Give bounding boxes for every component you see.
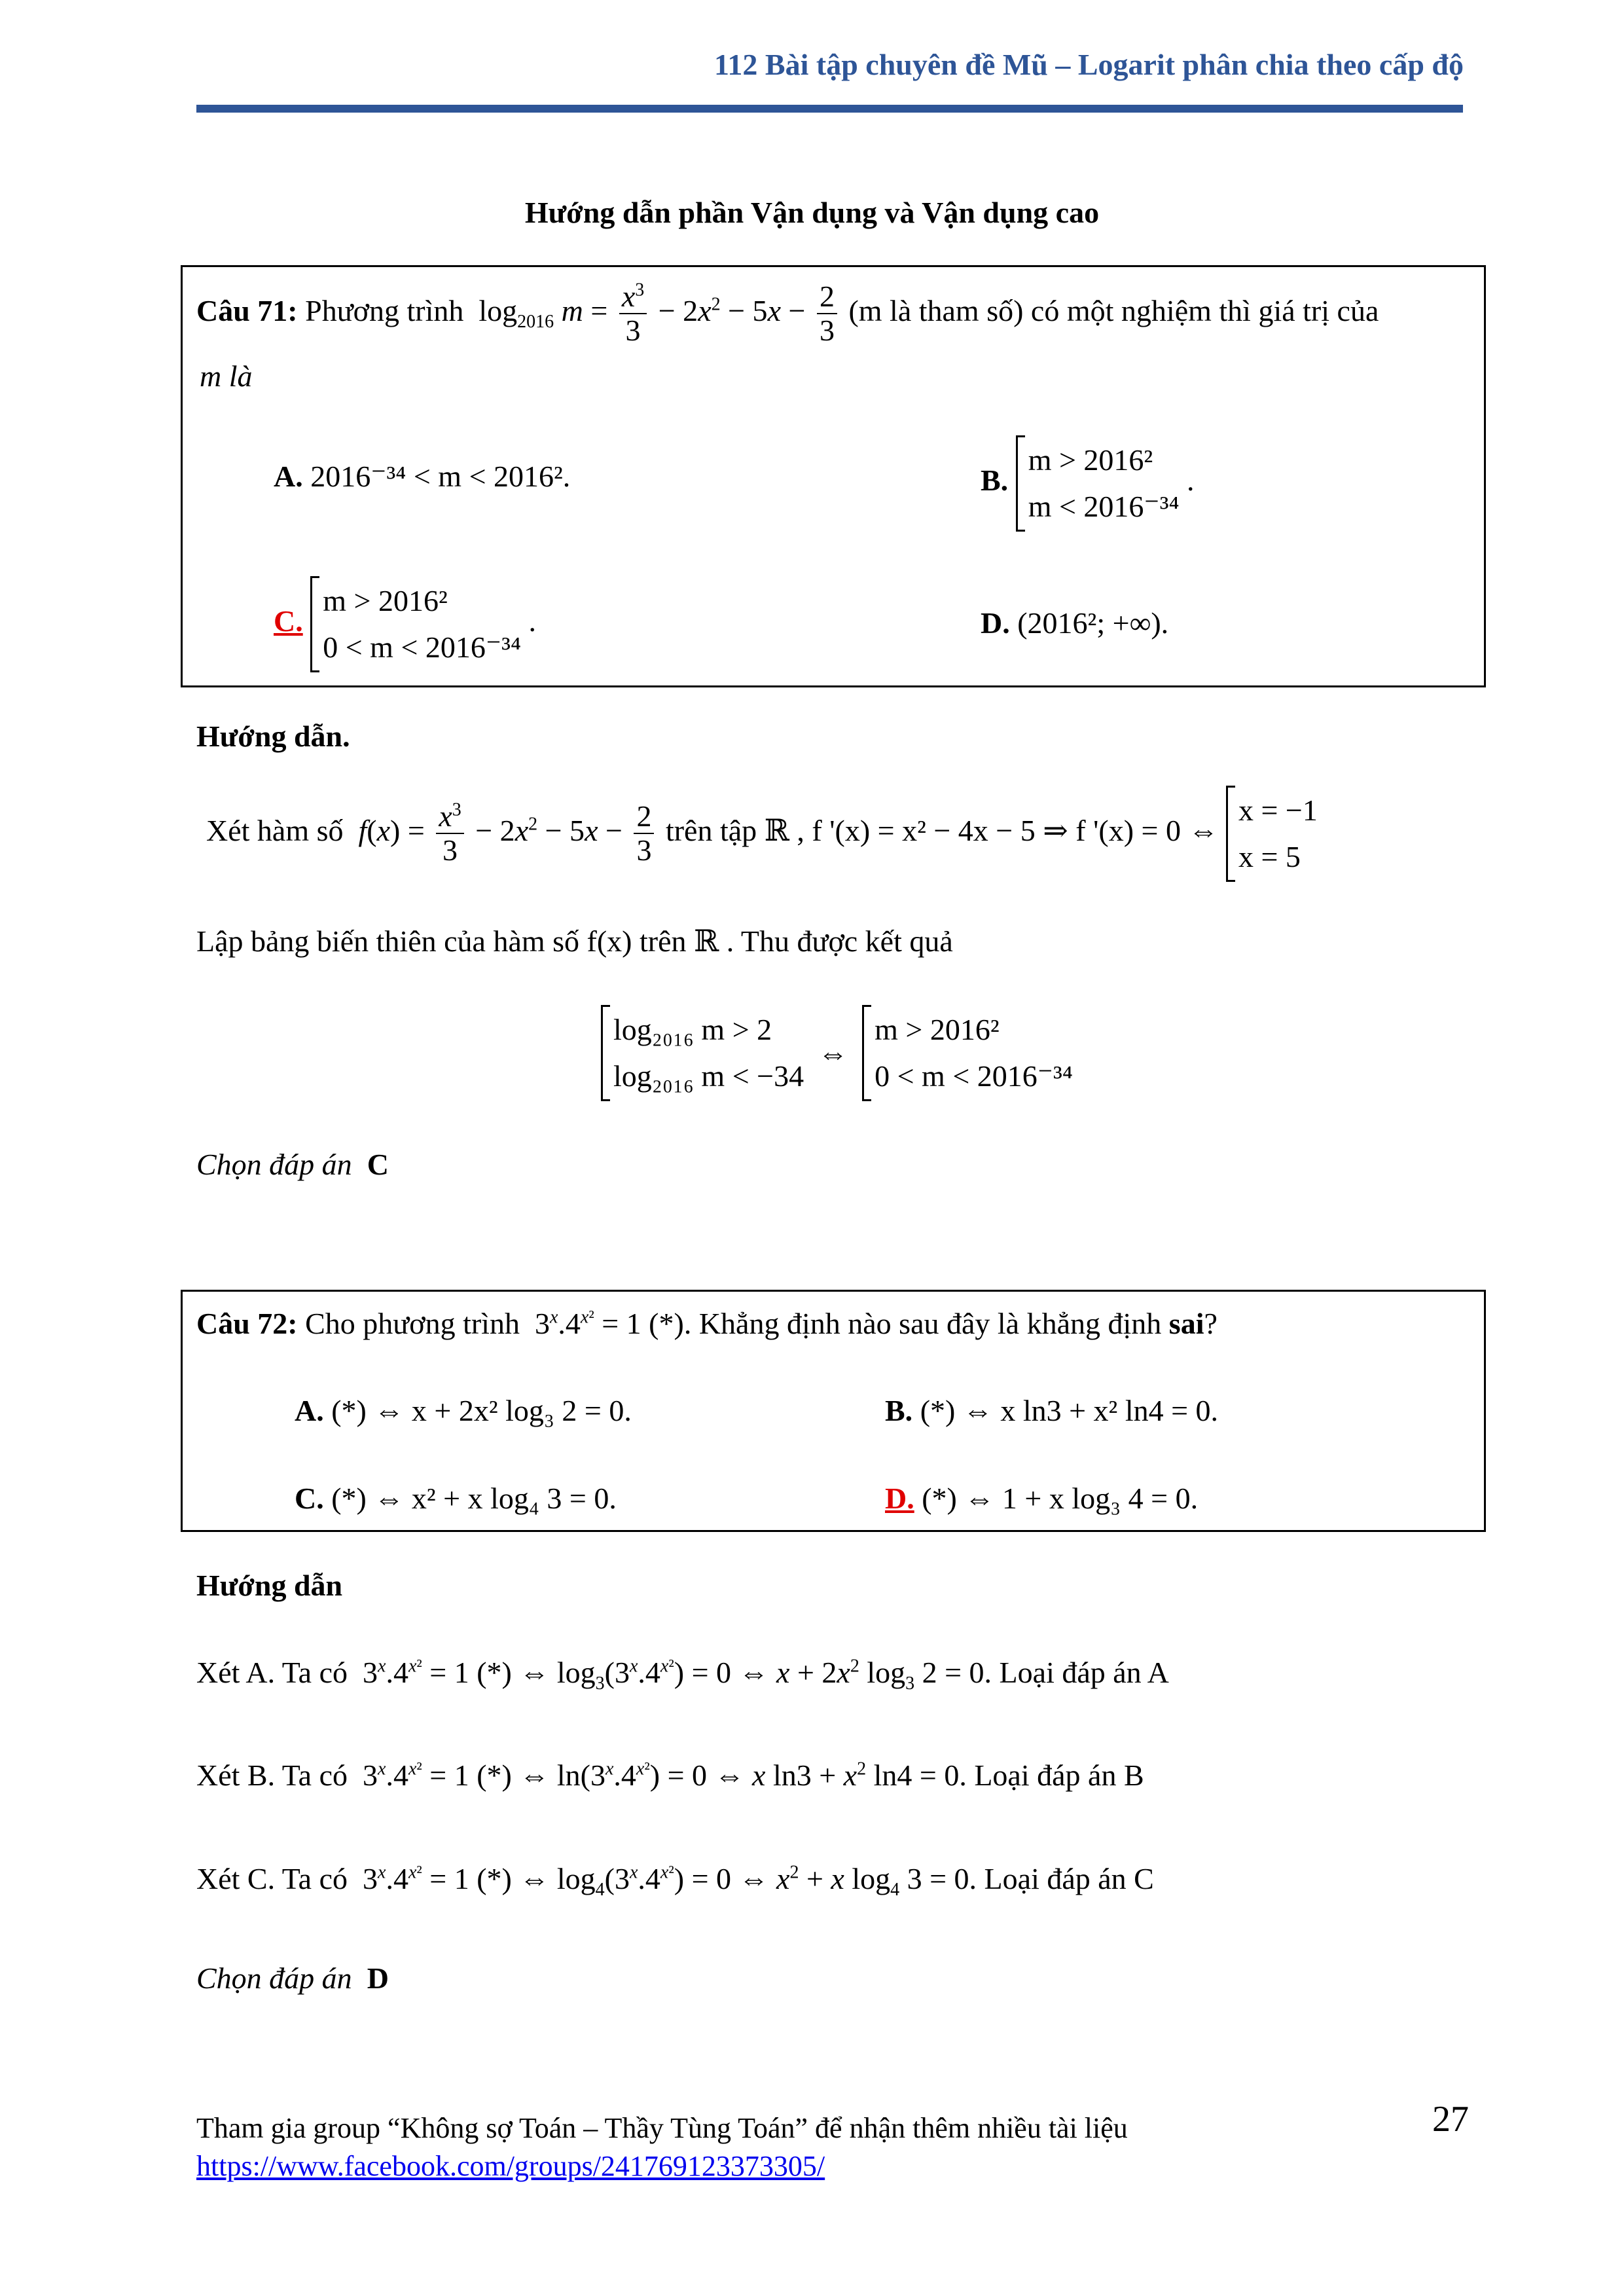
q71-text-after: (m là tham số) có một nghiệm thì giá trị của: [848, 294, 1379, 327]
q71-option-c-label: C.: [274, 604, 303, 638]
header-title: 112 Bài tập chuyên đề Mũ – Logarit phân chia theo cấp độ: [713, 48, 1464, 81]
q71-option-d-label: D.: [981, 606, 1010, 640]
q71-equation: $\log_{2016} m$ = $\frac{x^3}{3}$ − $2x^2 - 5x$ − $\frac{2}{3}$: [471, 294, 849, 327]
q71-option-c-system: m > 2016² 0 < m < 2016⁻³⁴: [310, 576, 521, 672]
q72-choose: Chọn đáp án D: [196, 1961, 389, 1995]
q72-stem: Câu 72: Cho phương trình $3^x.4^{x^2} = 1$ (*). Khẳng định nào sau đây là khẳng định sai?: [196, 1307, 1218, 1340]
q72-guide-title: Hướng dẫn: [196, 1569, 343, 1602]
q71-option-d-expr: (2016²; +∞).: [1017, 606, 1169, 640]
q72-answer: D: [367, 1961, 389, 1995]
footer-link[interactable]: https://www.facebook.com/groups/241769123373305/: [196, 2150, 825, 2182]
q71-text-before: Phương trình: [305, 294, 464, 327]
q71-option-b-system: m > 2016² m < 2016⁻³⁴: [1016, 435, 1180, 532]
q71-result: log₂₀₁₆ m > 2 log₂₀₁₆ m < −34 ⇔ m > 2016² 0 < m < 2016⁻³⁴: [601, 1005, 1073, 1101]
q72-option-a: A. (*) ⇔ x + 2x² log₃ 2 = 0.: [295, 1394, 632, 1427]
q71-option-a-label: A.: [274, 460, 303, 493]
q72-option-c: C. (*) ⇔ x² + x log₄ 3 = 0.: [295, 1482, 617, 1515]
q72-equation: $3^x.4^{x^2} = 1$ (*): [527, 1307, 684, 1340]
q71-option-c: C. m > 2016² 0 < m < 2016⁻³⁴ .: [274, 576, 536, 672]
q71-choose: Chọn đáp án C: [196, 1148, 389, 1181]
q71-stem: [196, 275, 1379, 348]
q72-xet-a: Xét A. Ta có $3^x.4^{x^2} = 1$ (*) ⇔ $\log_3(3^x.4^{x^2}) = 0$ ⇔ $x + 2x^2$ $\log_3 2 = 0$. Loại đáp án A: [196, 1656, 1169, 1694]
header-rule: [196, 105, 1463, 113]
q71-option-b-label: B.: [981, 463, 1009, 497]
footer-text: Tham gia group “Không sợ Toán – Thầy Tùng Toán” để nhận thêm nhiều tài liệu: [196, 2112, 1128, 2144]
q71-result-right: m > 2016² 0 < m < 2016⁻³⁴: [862, 1005, 1073, 1101]
q71-guide-line1: Xét hàm số f(x) = $\frac{x^3}{3}$ − $2x^2 - 5x$ − $\frac{2}{3}$ trên tập ℝ , f '(x) = x² − 4x − 5 ⇒ f '(x) = 0 ⇔ x = −1 x = 5: [206, 786, 1318, 882]
q72-label: Câu 72:: [196, 1307, 298, 1340]
q71-option-b: B. m > 2016² m < 2016⁻³⁴ .: [981, 435, 1195, 532]
q71-text-line2: m là: [200, 359, 253, 393]
q72-option-d-label: D.: [885, 1482, 914, 1515]
q72-option-b: B. (*) ⇔ x ln3 + x² ln4 = 0.: [885, 1394, 1219, 1427]
q71-answer: C: [367, 1148, 389, 1181]
q71-guide-title: Hướng dẫn.: [196, 720, 350, 753]
q71-guide-line2: Lập bảng biến thiên của hàm số f(x) trên ℝ . Thu được kết quả: [196, 924, 953, 958]
q72-xet-b: Xét B. Ta có $3^x.4^{x^2} = 1$ (*) ⇔ $\ln(3^x.4^{x^2}) = 0$ ⇔ x $\ln 3 + x^2$ ln4 = 0. Loại đáp án B: [196, 1758, 1144, 1792]
q71-result-left: log₂₀₁₆ m > 2 log₂₀₁₆ m < −34: [601, 1005, 804, 1101]
q72-option-d: D. (*) ⇔ 1 + x log₃ 4 = 0.: [885, 1482, 1199, 1515]
q72-xet-c: Xét C. Ta có $3^x.4^{x^2} = 1$ (*) ⇔ $\log_4(3^x.4^{x^2}) = 0$ ⇔ $x^2 + x$ $\log_4 3 = 0$. Loại đáp án C: [196, 1862, 1154, 1901]
section-title: Hướng dẫn phần Vận dụng và Vận dụng cao: [524, 196, 1100, 229]
q71-option-a: [274, 458, 570, 494]
q71-label: Câu 71:: [196, 294, 298, 327]
q71-option-a-expr: 2016⁻³⁴ < m < 2016².: [310, 460, 571, 493]
q71-option-d: [981, 606, 1168, 640]
q71-function: f(x) = $\frac{x^3}{3}$ − $2x^2 - 5x$ − $\frac{2}{3}$: [351, 814, 666, 847]
q71-roots: x = −1 x = 5: [1226, 786, 1318, 882]
page-number: 27: [1432, 2099, 1469, 2140]
